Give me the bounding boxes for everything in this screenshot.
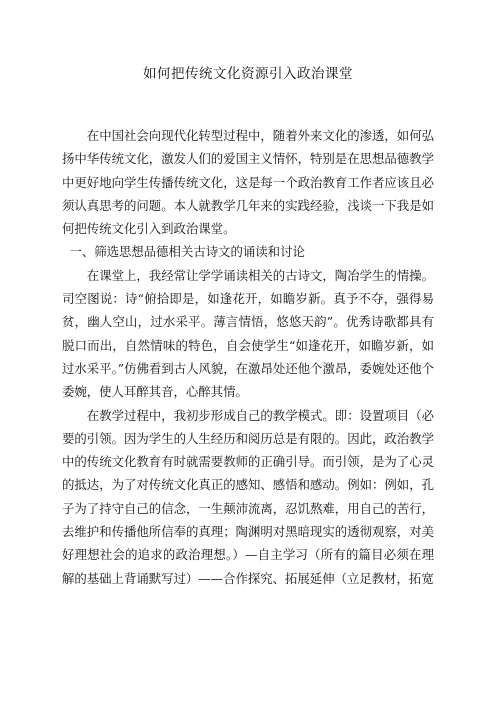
section-heading: 一、筛选思想品德相关古诗文的诵读和讨论 (69, 244, 305, 260)
intro-paragraph: 在中国社会向现代化转型过程中，随着外来文化的渗透，如何弘扬中华传统文化，激发人们的爱国主义情怀，特别是在思想品德教学中更好地向学生传播传统文化，这是每一个政治教育工作者应该且必须认真思考的问题。本人就教学几年来的实践经验，浅谈一下我是如何把传统文化引入到政治课堂。 (62, 128, 434, 237)
document-body (62, 124, 434, 590)
document-title: 如何把传统文化资源引入政治课堂 (143, 66, 353, 82)
body-paragraph: 在课堂上，我经常让学学诵读相关的古诗文，陶冶学生的情操。司空图说：诗“俯拾即是，如逢花开，如瞻岁新。真予不夺，强得易贫，幽人空山，过水采平。薄言情悟，悠悠天韵”。优秀诗歌都具有脱口而出，自然情味的特色，自会使学生“如逢花开，如瞻岁新，如过水采平。”仿佛看到古人风貌，在激昂处还他个激昂，委婉处还他个委婉，使人耳醉其音，心醉其情。 (62, 267, 434, 400)
body-paragraph: 在教学过程中，我初步形成自己的教学模式。即：设置项目（必要的引领。因为学生的人生经历和阅历总是有限的。因此，政治教学中的传统文化教育有时就需要教师的正确引导。而引领，是为了心灵的抵达，为了对传统文化真正的感知、感悟和感动。例如：例如，孔子为了持守自己的信念，一生颠沛流离，忍饥熬难，用自己的苦行，去维护和传播他所信奉的真理；陶渊明对黑暗现实的透彻观察，对美好理想社会的追求的政治理想。）—自主学习（所有的篇目必须在理解的基础上背诵默写过）——合作探究、拓展延伸（立足教材，拓宽 (62, 407, 434, 586)
